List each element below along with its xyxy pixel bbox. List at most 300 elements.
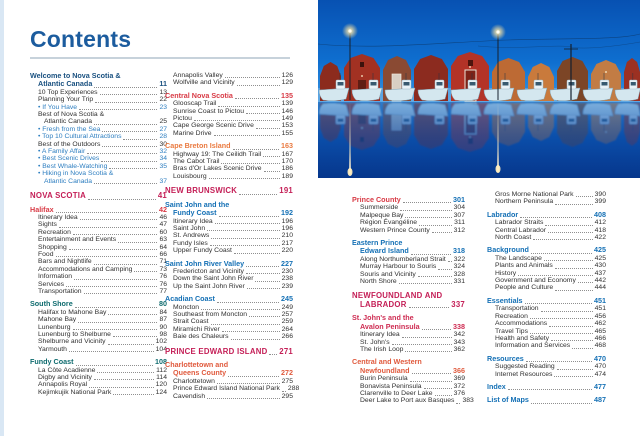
toc-entry-label: Shopping xyxy=(38,243,67,251)
toc-entry xyxy=(487,335,606,342)
toc-entry xyxy=(352,339,465,346)
toc-section xyxy=(487,211,606,242)
toc-entry-label: Services xyxy=(38,280,65,288)
dot-leader xyxy=(74,279,157,280)
dot-leader xyxy=(418,276,452,277)
toc-entry-label: Kejimkujik National Park xyxy=(38,388,112,396)
toc-heading-line xyxy=(30,300,167,308)
toc-page-number: 139 xyxy=(281,100,293,108)
toc-section xyxy=(352,196,465,234)
toc-entry xyxy=(30,309,167,316)
toc-page-number: 430 xyxy=(594,262,606,270)
toc-page-number: 468 xyxy=(594,342,606,350)
toc-page-number: 451 xyxy=(594,295,606,305)
toc-page-number: 114 xyxy=(156,374,167,382)
dot-leader xyxy=(201,309,280,310)
toc-page-number: 41 xyxy=(157,191,167,201)
toc-entry-label: Sunrise Coast to Pictou xyxy=(173,107,245,115)
toc-entry xyxy=(487,255,606,262)
toc-entry-label: Food xyxy=(38,250,54,258)
toc-entry xyxy=(30,163,167,170)
dot-leader xyxy=(234,253,280,254)
toc-section xyxy=(30,300,167,353)
dot-leader xyxy=(555,268,593,269)
toc-entry xyxy=(165,318,293,325)
toc-entry-label: St. Andrews xyxy=(173,232,210,240)
dot-leader xyxy=(76,365,153,366)
toc-heading-line xyxy=(352,301,465,309)
dot-leader xyxy=(508,389,592,390)
toc-page-number: 331 xyxy=(453,278,465,286)
dot-leader xyxy=(73,234,158,235)
toc-section xyxy=(352,314,465,353)
toc-page-number: 189 xyxy=(281,172,293,180)
toc-entry xyxy=(30,214,167,221)
toc-entry-label: Saint John xyxy=(173,224,206,232)
toc-entry-label: Strait Coast xyxy=(173,318,209,326)
toc-page-number: 470 xyxy=(594,353,606,363)
toc-entry xyxy=(30,104,167,111)
toc-page-number: 425 xyxy=(594,245,606,255)
toc-part-section xyxy=(352,292,465,309)
toc-entry-label: Miramichi River xyxy=(173,325,220,333)
toc-section xyxy=(487,383,606,391)
toc-entry-label: Wolfville and Vicinity xyxy=(173,79,235,87)
toc-page-number: 328 xyxy=(453,270,465,278)
toc-entry xyxy=(352,263,465,270)
toc-page-number: 80 xyxy=(159,299,167,309)
toc-page-number: 196 xyxy=(281,224,293,232)
toc-page-number: 474 xyxy=(594,370,606,378)
toc-entry-label: NEWFOUNDLAND AND xyxy=(352,291,443,301)
toc-entry-label: Acadian Coast xyxy=(165,294,215,304)
toc-section xyxy=(30,206,167,296)
toc-page-number: 238 xyxy=(281,275,293,283)
toc-entry-label: NOVA SCOTIA xyxy=(30,191,87,201)
dot-leader xyxy=(533,239,592,240)
toc-entry xyxy=(30,244,167,251)
toc-entry xyxy=(165,165,293,172)
dot-leader xyxy=(572,348,592,349)
dot-leader xyxy=(95,102,157,103)
toc-heading-line xyxy=(30,358,167,366)
toc-entry xyxy=(165,333,293,340)
toc-page-number: 90 xyxy=(159,323,167,331)
toc-page-number: 66 xyxy=(159,250,167,258)
toc-page-number: 442 xyxy=(594,277,606,285)
toc-page-number: 196 xyxy=(281,217,293,225)
toc-entry xyxy=(30,251,167,258)
toc-entry-label: Central Nova Scotia xyxy=(165,90,233,100)
toc-entry xyxy=(30,316,167,323)
dot-leader xyxy=(554,376,592,377)
toc-page-number: 399 xyxy=(594,198,606,206)
toc-entry xyxy=(30,324,167,331)
dot-leader xyxy=(78,322,157,323)
toc-entry xyxy=(352,331,465,338)
toc-entry-label: • Best Scenic Drives xyxy=(38,155,100,163)
toc-entry-label: Lunenburg to Shelburne xyxy=(38,331,111,338)
toc-entry xyxy=(30,229,167,236)
dot-leader xyxy=(100,94,158,95)
toc-page-number: 318 xyxy=(453,246,465,256)
dot-leader xyxy=(207,230,280,231)
toc-entry-label: Prince County xyxy=(352,195,401,204)
toc-entry-label: Saint John River Valley xyxy=(165,258,245,268)
toc-entry-label: Accommodations xyxy=(495,320,548,328)
toc-section xyxy=(487,297,606,350)
toc-page-number: 217 xyxy=(281,239,293,247)
toc-entry-label: Cape Breton Island xyxy=(165,141,231,151)
toc-entry xyxy=(30,96,167,103)
dot-leader xyxy=(410,381,452,382)
toc-entry-label: LABRADOR xyxy=(360,299,407,309)
toc-page-number: 456 xyxy=(594,312,606,320)
toc-entry-label: Government and Economy xyxy=(495,277,576,285)
toc-entry-label: Newfoundland xyxy=(360,365,410,375)
dot-leader xyxy=(237,85,280,86)
toc-entry xyxy=(165,115,293,122)
toc-entry xyxy=(352,346,465,353)
dot-leader xyxy=(194,120,280,121)
toc-entry-label: Labrador xyxy=(487,209,519,219)
dot-leader xyxy=(219,216,279,217)
toc-section xyxy=(30,358,167,396)
dot-leader xyxy=(80,219,158,220)
toc-page-number: 425 xyxy=(594,254,606,262)
dot-leader xyxy=(222,331,280,332)
dot-leader xyxy=(438,269,451,270)
dot-leader xyxy=(66,286,157,287)
toc-section xyxy=(352,239,465,285)
toc-page-number: 337 xyxy=(451,299,465,309)
dot-leader xyxy=(246,273,280,274)
dot-leader xyxy=(551,340,593,341)
toc-entry-label: Lunenburg xyxy=(38,323,71,331)
toc-column-1 xyxy=(30,72,167,396)
toc-entry-label: Mahone Bay xyxy=(38,316,77,324)
toc-entry-label: Queens County xyxy=(173,368,227,378)
dot-leader xyxy=(89,387,154,388)
toc-entry xyxy=(30,178,167,185)
dot-leader xyxy=(578,282,593,283)
toc-page-number: 271 xyxy=(279,346,293,356)
toc-entry xyxy=(352,219,465,226)
toc-page-number: 376 xyxy=(453,389,465,397)
toc-page-number: 412 xyxy=(594,219,606,227)
toc-entry-label: Central and Western xyxy=(352,357,422,367)
toc-heading-line xyxy=(165,295,293,303)
toc-entry-label: Up the Saint John River xyxy=(173,282,245,290)
toc-entry xyxy=(30,288,167,295)
dot-leader xyxy=(73,329,158,330)
toc-entry-label: Pictou xyxy=(173,115,192,123)
toc-entry xyxy=(487,270,606,277)
toc-heading-line xyxy=(165,260,293,268)
toc-entry-label: Digby and Vicinity xyxy=(38,374,92,382)
toc-page-number: 77 xyxy=(159,287,167,295)
toc-entry-label: Bonavista Peninsula xyxy=(360,382,422,390)
title-rule xyxy=(30,57,290,59)
toc-entry xyxy=(487,227,606,234)
toc-page-number: 418 xyxy=(594,226,606,234)
toc-entry xyxy=(165,108,293,115)
toc-heading-line xyxy=(487,383,606,391)
toc-page-number: 120 xyxy=(155,381,167,389)
toc-page-number: 135 xyxy=(281,90,293,100)
toc-page-number: 170 xyxy=(281,158,293,166)
dot-leader xyxy=(109,168,157,169)
dot-leader xyxy=(530,318,593,319)
toc-heading-line xyxy=(30,206,167,214)
toc-page-number: 73 xyxy=(159,265,167,273)
toc-heading-line xyxy=(30,192,167,200)
toc-entry xyxy=(165,72,293,79)
toc-entry-label: Along Northumberland Strait xyxy=(360,255,446,263)
toc-entry xyxy=(165,240,293,247)
toc-entry-label: 10 Top Experiences xyxy=(38,88,98,96)
toc-entry-label: Itinerary Idea xyxy=(38,213,78,221)
toc-heading-line xyxy=(487,396,606,404)
toc-entry-label: Plants and Animals xyxy=(495,262,553,270)
toc-page-number: 146 xyxy=(281,107,293,115)
toc-entry xyxy=(487,219,606,226)
toc-entry xyxy=(165,283,293,290)
toc-entry-label: Western Prince County xyxy=(360,226,430,234)
toc-entry xyxy=(165,218,293,225)
dot-leader xyxy=(69,351,154,352)
toc-entry-label: The Landscape xyxy=(495,254,542,262)
toc-page-number: 257 xyxy=(281,310,293,318)
toc-entry-label: History xyxy=(495,269,517,277)
toc-entry-label: Cape George Scenic Drive xyxy=(173,122,254,130)
dot-leader xyxy=(218,106,279,107)
toc-page-number: 338 xyxy=(453,321,465,331)
toc-entry xyxy=(165,173,293,180)
toc-part-section xyxy=(165,348,293,356)
toc-entry-label: Transportation xyxy=(495,305,539,313)
toc-entry xyxy=(30,111,167,118)
toc-entry-label: • A Family Affair xyxy=(38,148,86,156)
toc-entry-label: Yarmouth xyxy=(38,345,67,353)
toc-entry-label: The Irish Loop xyxy=(360,345,404,353)
dot-leader xyxy=(94,183,157,184)
toc-page-number: 153 xyxy=(281,122,293,130)
toc-entry xyxy=(165,232,293,239)
toc-entry xyxy=(165,326,293,333)
toc-entry-label: Upper Fundy Coast xyxy=(173,247,232,255)
toc-entry xyxy=(165,311,293,318)
toc-entry-label: Itinerary Idea xyxy=(173,217,213,225)
toc-entry-label: Suggested Reading xyxy=(495,363,555,371)
dot-leader xyxy=(411,254,451,255)
toc-entry xyxy=(487,363,606,370)
toc-page-number: 239 xyxy=(281,282,293,290)
toc-entry-label: Information and Services xyxy=(495,342,571,350)
toc-entry xyxy=(30,118,167,125)
dot-leader xyxy=(134,271,157,272)
toc-heading-line xyxy=(165,369,293,377)
toc-entry-label: Deer Lake to Port aux Basques xyxy=(360,397,455,405)
dot-leader xyxy=(282,391,286,392)
dot-leader xyxy=(87,153,157,154)
dot-leader xyxy=(217,302,279,303)
toc-page-number: 220 xyxy=(281,247,293,255)
toc-entry-label: Sights xyxy=(38,221,57,229)
dot-leader xyxy=(531,253,592,254)
toc-page-number: 126 xyxy=(281,72,293,79)
dot-leader xyxy=(214,135,280,136)
dot-leader xyxy=(424,388,452,389)
toc-section xyxy=(30,72,167,185)
toc-page-number: 87 xyxy=(159,316,167,324)
toc-entry-label: The Cabot Trail xyxy=(173,158,220,166)
dot-leader xyxy=(246,266,279,267)
toc-page-number: 102 xyxy=(155,338,167,346)
toc-entry xyxy=(30,367,167,374)
dot-leader xyxy=(97,372,154,373)
toc-entry-label: Eastern Prince xyxy=(352,238,403,248)
toc-entry xyxy=(30,148,167,155)
dot-leader xyxy=(108,344,154,345)
dot-leader xyxy=(520,217,592,218)
toc-entry xyxy=(165,268,293,275)
toc-entry-label: Halifax to Mahone Bay xyxy=(38,308,107,316)
toc-entry-label: Marine Drive xyxy=(173,129,212,137)
toc-entry-label: Essentials xyxy=(487,295,523,305)
toc-entry-label: South Shore xyxy=(30,299,73,309)
toc-entry xyxy=(165,100,293,107)
toc-entry xyxy=(30,374,167,381)
toc-entry-label: Cavendish xyxy=(173,392,206,400)
toc-page-number: 76 xyxy=(159,280,167,288)
toc-page-number: 35 xyxy=(159,162,167,170)
toc-entry xyxy=(487,191,606,198)
dot-leader xyxy=(221,163,279,164)
toc-page-number: 34 xyxy=(159,155,167,163)
toc-entry xyxy=(352,256,465,263)
dot-leader xyxy=(233,149,280,150)
toc-heading-line xyxy=(487,355,606,363)
toc-page-number: 259 xyxy=(281,318,293,326)
toc-part-section xyxy=(165,187,293,195)
toc-entry-label: Highway 19: The Ceilidh Trail xyxy=(173,150,262,158)
toc-page-number: 301 xyxy=(453,195,465,204)
dot-leader xyxy=(211,238,279,239)
dot-leader xyxy=(249,316,280,317)
toc-page-number: 462 xyxy=(594,320,606,328)
dot-leader xyxy=(79,109,157,110)
toc-entry-label: Best of Nova Scotia & xyxy=(38,111,105,119)
dot-leader xyxy=(217,383,280,384)
toc-entry xyxy=(165,304,293,311)
toc-entry-label: Fundy Isles xyxy=(173,239,208,247)
dot-leader xyxy=(264,171,280,172)
dot-leader xyxy=(403,202,451,203)
dot-leader xyxy=(209,178,280,179)
toc-entry-label: North Shore xyxy=(360,278,397,286)
toc-page-number: 307 xyxy=(453,211,465,219)
dot-leader xyxy=(84,293,158,294)
toc-page-number: 71 xyxy=(159,258,167,266)
toc-entry xyxy=(487,371,606,378)
toc-entry xyxy=(30,331,167,338)
toc-entry xyxy=(487,342,606,349)
toc-page-number: 167 xyxy=(281,150,293,158)
toc-entry xyxy=(30,170,167,177)
toc-entry xyxy=(352,278,465,285)
dot-leader xyxy=(101,161,157,162)
toc-page-number: 60 xyxy=(159,228,167,236)
toc-entry-label: Edward Island xyxy=(360,246,409,256)
toc-page-number: 383 xyxy=(462,397,474,405)
dot-leader xyxy=(239,194,277,195)
toc-page-number: 28 xyxy=(159,133,167,141)
dot-leader xyxy=(399,283,452,284)
toc-entry-label: Central Labrador xyxy=(495,226,547,234)
toc-entry-label: • Hiking in Nova Scotia & xyxy=(38,170,114,178)
dot-leader xyxy=(419,225,452,226)
toc-page-number: 129 xyxy=(281,79,293,87)
toc-entry xyxy=(165,275,293,282)
toc-entry-label: Glooscap Trail xyxy=(173,100,217,108)
toc-page-number: 288 xyxy=(287,385,300,393)
toc-entry xyxy=(30,266,167,273)
dot-leader xyxy=(525,303,592,304)
dot-leader xyxy=(102,146,157,147)
toc-entry-label: Avalon Peninsula xyxy=(360,321,420,331)
toc-section xyxy=(487,191,606,206)
dot-leader xyxy=(263,156,279,157)
dot-leader xyxy=(59,227,158,228)
toc-entry xyxy=(487,262,606,269)
toc-entry-label: Gros Morne National Park xyxy=(495,191,574,198)
toc-page-number: 227 xyxy=(281,258,293,268)
dot-leader xyxy=(518,275,593,276)
toc-entry-label: Northern Peninsula xyxy=(495,198,554,206)
dot-leader xyxy=(207,398,280,399)
dot-leader xyxy=(409,307,450,308)
toc-entry xyxy=(165,79,293,86)
toc-entry-label: Down the Saint John River xyxy=(173,275,254,283)
toc-entry-label: Annapolis Royal xyxy=(38,381,88,389)
dot-leader xyxy=(405,351,451,352)
dot-leader xyxy=(123,139,157,140)
toc-page-number: 249 xyxy=(281,303,293,311)
toc-heading-line xyxy=(487,246,606,254)
toc-entry xyxy=(30,273,167,280)
toc-entry-label: Internet Resources xyxy=(495,370,553,378)
toc-page-number: 390 xyxy=(594,191,606,198)
dot-leader xyxy=(56,212,157,213)
toc-entry-label: Bras d'Or Lakes Scenic Drive xyxy=(173,165,262,173)
toc-entry-label: Recreation xyxy=(495,312,528,320)
toc-section xyxy=(165,260,293,291)
toc-page-number: 186 xyxy=(281,165,293,173)
toc-entry-label: Southeast from Moncton xyxy=(173,310,248,318)
dot-leader xyxy=(269,354,277,355)
toc-page-number: 104 xyxy=(155,345,167,353)
dot-leader xyxy=(255,281,279,282)
toc-page-number: 23 xyxy=(159,103,167,111)
toc-entry-label: Planning Your Trip xyxy=(38,96,94,104)
toc-heading-line xyxy=(352,196,465,204)
dot-leader xyxy=(113,336,158,337)
dot-leader xyxy=(541,311,593,312)
toc-section xyxy=(165,295,293,340)
toc-entry-label: Clarenville to Deer Lake xyxy=(360,389,433,397)
toc-page-number: 295 xyxy=(281,392,293,400)
